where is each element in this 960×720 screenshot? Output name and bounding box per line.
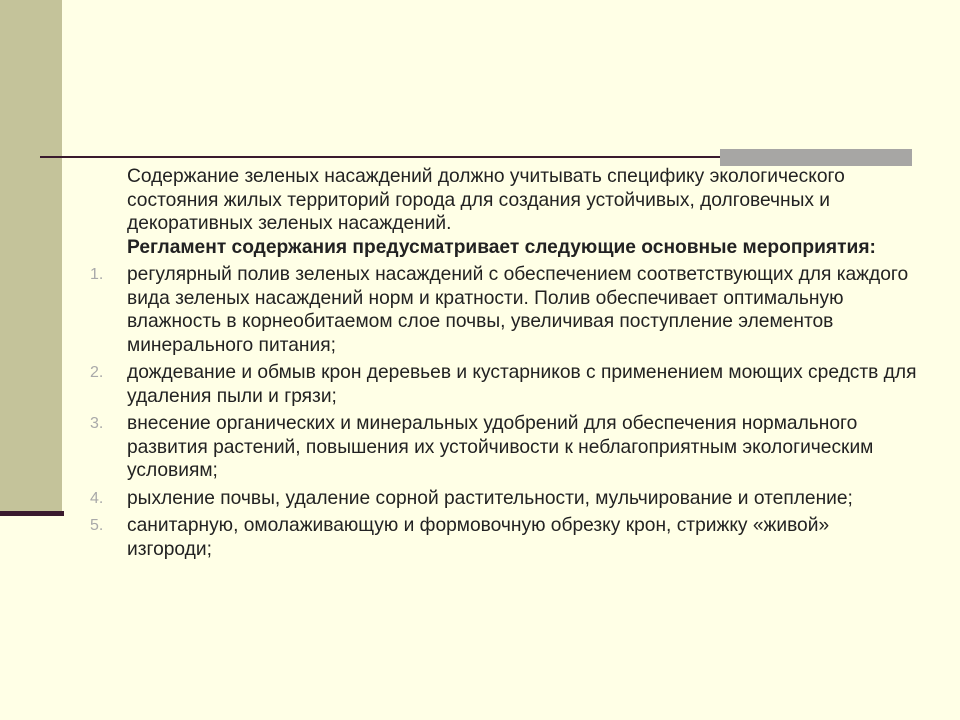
- list-item: [90, 361, 917, 408]
- list-text: санитарную, омолаживающую и формовочную обрезку крон, стрижку «живой» изгороди;: [127, 515, 830, 560]
- list-text: рыхление почвы, удаление сорной растительности, мульчирование и отепление;: [127, 487, 853, 509]
- list-number: 2.: [90, 364, 104, 381]
- list-number: 3.: [90, 415, 104, 432]
- list-number: 1.: [90, 266, 104, 283]
- intro-text: Содержание зеленых насаждений должно учитывать специфику экологического состояния жилых территорий города для создания устойчивых, долговечных и декоративных зеленых насаждений.: [127, 166, 845, 234]
- side-band: [0, 0, 62, 516]
- list-text: регулярный полив зеленых насаждений с обеспечением соответствующих для каждого вида зеленых насаждений норм и кратности. Полив обеспечивает оптимальную влажность в корнеобитаемом слое почвы, увеличивая поступление элементов минерального питания;: [127, 264, 909, 356]
- intro-paragraph: [127, 165, 917, 259]
- list-item: [90, 514, 917, 561]
- list-text: внесение органических и минеральных удобрений для обеспечения нормального развития растений, повышения их устойчивости к неблагоприятным экологическим условиям;: [127, 413, 874, 481]
- side-band-edge: [0, 511, 64, 516]
- list-number: 5.: [90, 517, 104, 534]
- accent-bar: [720, 149, 912, 166]
- intro-bold-text: Регламент содержания предусматривает следующие основные мероприятия:: [127, 236, 876, 258]
- list-item: [90, 263, 917, 357]
- list-item: [90, 487, 917, 511]
- list-item: [90, 412, 917, 483]
- list-number: 4.: [90, 489, 104, 507]
- measures-list: [90, 263, 917, 561]
- slide-content: [90, 165, 917, 565]
- list-text: дождевание и обмыв крон деревьев и кустарников с применением моющих средств для удаления пыли и грязи;: [127, 362, 917, 407]
